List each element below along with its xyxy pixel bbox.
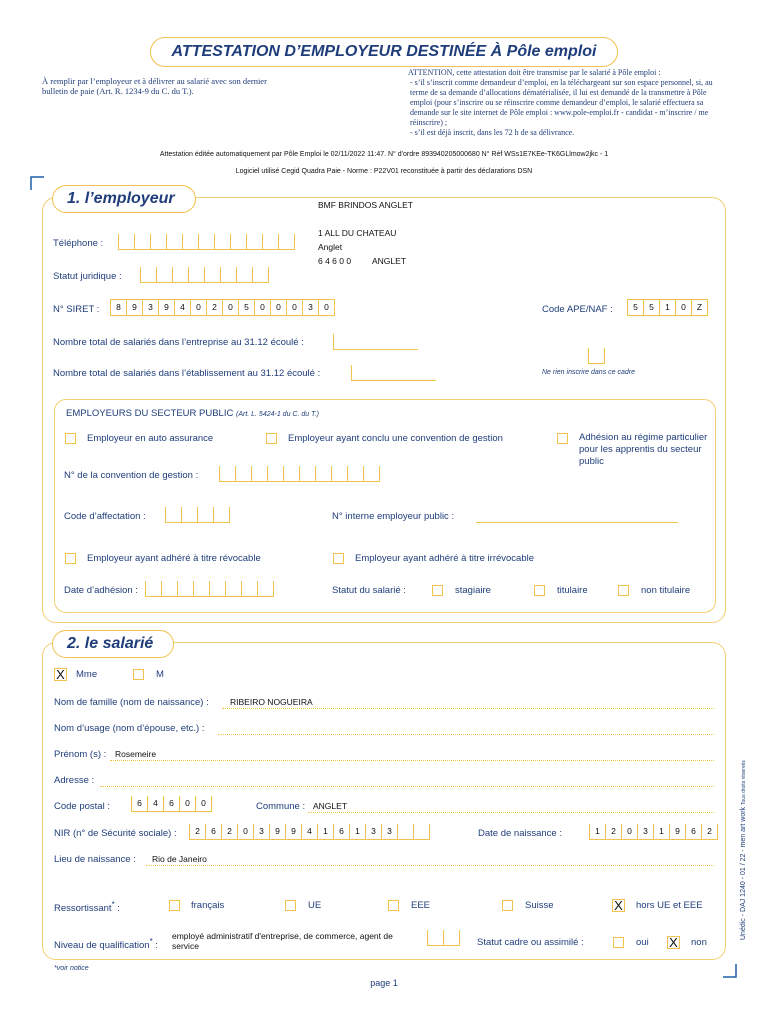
usage-name-label: Nom d’usage (nom d’épouse, etc.) : — [54, 723, 205, 734]
attention-title: ATTENTION, cette attestation doit être transmise par le salarié à Pôle emploi : — [408, 68, 661, 77]
employer-address-line2: Anglet — [318, 242, 343, 252]
french-checkbox[interactable] — [169, 900, 180, 911]
phone-label: Téléphone : — [53, 238, 104, 249]
cadre-label: Statut cadre ou assimilé : — [477, 937, 584, 948]
mme-checkbox[interactable]: X — [54, 668, 67, 681]
birthdate-input[interactable]: 1 2 0 3 1 9 6 2 — [589, 824, 718, 839]
employer-city: ANGLET — [372, 256, 407, 266]
address-field[interactable] — [100, 785, 714, 787]
birth-name-label: Nom de famille (nom de naissance) : — [54, 697, 209, 708]
apprentice-scheme-checkbox[interactable] — [557, 433, 568, 444]
postal-code-label: Code postal : — [54, 801, 110, 812]
total-establishment-label: Nombre total de salariés dans l’établissement au 31.12 écoulé : — [53, 368, 321, 379]
notice-footnote: *voir notice — [54, 965, 89, 972]
self-insurance-label: Employeur en auto assurance — [87, 433, 214, 444]
employee-heading: 2. le salarié — [52, 630, 174, 658]
commune-field[interactable] — [308, 811, 714, 813]
cadre-no-label: non — [691, 937, 707, 948]
birthdate-label: Date de naissance : — [478, 828, 562, 839]
ape-label: Code APE/NAF : — [542, 304, 613, 315]
join-date-label: Date d’adhésion : — [64, 585, 138, 596]
cadre-no-checkbox[interactable]: X — [667, 936, 680, 949]
page-number: page 1 — [370, 978, 398, 988]
ue-label: UE — [308, 900, 322, 911]
attention-item-2: - s’il est déjà inscrit, dans les 72 h de sa délivrance. — [410, 128, 575, 137]
management-convention-label: Employeur ayant conclu une convention de gestion — [288, 433, 503, 444]
irrevocable-checkbox[interactable] — [333, 553, 344, 564]
non-eu-label: hors UE et EEE — [636, 900, 703, 911]
cadre-yes-label: oui — [636, 937, 649, 948]
nationality-label-text: Ressortissant — [54, 903, 112, 915]
birthplace-label: Lieu de naissance : — [54, 854, 136, 865]
firstname-value: Rosemeire — [115, 749, 157, 759]
employer-address-line1: 1 ALL DU CHATEAU — [318, 228, 397, 238]
qualification-label: Niveau de qualification* : — [54, 937, 158, 952]
convention-number-label: N° de la convention de gestion : — [64, 470, 199, 481]
internal-number-input[interactable] — [476, 521, 678, 523]
ape-input[interactable]: 5 5 1 0 Z — [627, 299, 708, 314]
swiss-checkbox[interactable] — [502, 900, 513, 911]
ue-checkbox[interactable] — [285, 900, 296, 911]
intern-checkbox[interactable] — [432, 585, 443, 596]
commune-label: Commune : — [256, 801, 306, 812]
assignment-code-label: Code d’affectation : — [64, 511, 146, 522]
self-insurance-checkbox[interactable] — [65, 433, 76, 444]
internal-number-label: N° interne employeur public : — [332, 511, 455, 522]
nir-input[interactable]: 2 6 2 0 3 9 9 4 1 6 1 3 3 — [189, 824, 430, 839]
employer-postal-code: 6 4 6 0 0 — [318, 256, 352, 266]
firstname-label: Prénom (s) : — [54, 749, 107, 760]
public-sector-title-text: EMPLOYEURS DU SECTEUR PUBLIC — [66, 408, 234, 419]
employee-status-label: Statut du salarié : — [332, 585, 406, 596]
crop-mark-bottom-right — [723, 964, 737, 978]
siret-label: N° SIRET : — [53, 304, 100, 315]
tenured-checkbox[interactable] — [534, 585, 545, 596]
cadre-yes-checkbox[interactable] — [613, 937, 624, 948]
employer-heading: 1. l’employeur — [52, 185, 196, 213]
convention-number-input[interactable] — [219, 466, 380, 481]
french-label: français — [191, 900, 225, 911]
management-convention-checkbox[interactable] — [266, 433, 277, 444]
birthplace-value: Rio de Janeiro — [152, 854, 207, 864]
side-reference — [740, 710, 747, 940]
attention-box — [408, 68, 713, 138]
side-reference-text: Unédic - DAJ 1240 - 01 / 22 - men art work — [740, 806, 747, 940]
nir-label: NIR (n° de Sécurité sociale) : — [54, 828, 177, 839]
qualification-code-input[interactable] — [427, 930, 460, 945]
qualification-value: employé administratif d'entreprise, de commerce, agent de service — [172, 931, 393, 951]
non-tenured-checkbox[interactable] — [618, 585, 629, 596]
qualification-label-text: Niveau de qualification — [54, 940, 150, 952]
reserved-box — [588, 348, 605, 364]
non-eu-checkbox[interactable]: X — [612, 899, 625, 912]
apprentice-scheme-label: Adhésion au régime particulier pour les apprentis du secteur public — [579, 432, 708, 467]
commune-value: ANGLET — [313, 801, 348, 811]
usage-name-field[interactable] — [218, 733, 714, 735]
intro-text: À remplir par l’employeur et à délivrer au salarié avec son dernier bulletin de paie (Art. R. 1234-9 du C. du T.). — [42, 76, 267, 96]
total-company-label: Nombre total de salariés dans l’entreprise au 31.12 écoulé : — [53, 337, 304, 348]
eee-label: EEE — [411, 900, 431, 911]
non-tenured-label: non titulaire — [641, 585, 691, 596]
revocable-label: Employeur ayant adhéré à titre révocable — [87, 553, 261, 564]
mme-label: Mme — [76, 669, 98, 680]
postal-code-input[interactable]: 6 4 6 0 0 — [131, 796, 212, 811]
legal-status-input[interactable] — [140, 267, 269, 282]
address-label: Adresse : — [54, 775, 95, 786]
assignment-code-input[interactable] — [165, 507, 230, 522]
siret-input[interactable]: 8 9 3 9 4 0 2 0 5 0 0 0 3 0 — [110, 299, 335, 314]
document-title: ATTESTATION D’EMPLOYEUR DESTINÉE À Pôle emploi — [150, 37, 618, 67]
crop-mark-top-left — [30, 176, 44, 190]
eee-checkbox[interactable] — [388, 900, 399, 911]
join-date-input[interactable] — [145, 581, 274, 596]
irrevocable-label: Employeur ayant adhéré à titre irrévocable — [355, 553, 535, 564]
total-establishment-input[interactable] — [351, 365, 436, 381]
public-sector-title-ref: (Art. L. 5424-1 du C. du T.) — [235, 411, 319, 418]
birth-name-value: RIBEIRO NOGUEIRA — [230, 697, 313, 707]
phone-input[interactable] — [118, 234, 295, 249]
firstname-field[interactable] — [110, 759, 714, 761]
employer-name: BMF BRINDOS ANGLET — [318, 200, 413, 210]
attention-item-1: - s’il s’inscrit comme demandeur d’emploi, en la téléchargeant sur son espace personnel, si, au terme de sa demande d’allocations dématérialisée, il lui est demandé de la transmettre à Pôle emploi (pour s’inscrire ou se réinscrire comme demandeur d’emploi, le salarié effectuera sa demande sur le site internet de Pôle emploi : www.pole-emploi.fr - candidat - m’inscrire / me réinscrire) ; — [410, 78, 713, 127]
issue-info: Attestation éditée automatiquement par Pôle Emploi le 02/11/2022 11:47. N° d'ordre 893940205000680 N° Réf WSs1E7KEe-TK6GLlmow2jkc - 1 — [159, 151, 609, 158]
swiss-label: Suisse — [525, 900, 554, 911]
total-company-input[interactable] — [333, 334, 418, 350]
no-fill-note: Ne rien inscrire dans ce cadre — [542, 369, 635, 376]
birthplace-field[interactable] — [146, 864, 714, 866]
public-sector-title — [66, 408, 319, 419]
software-info: Logiciel utilisé Cegid Quadra Paie - Norme : P22V01 reconstituée à partir des déclarations DSN — [235, 168, 533, 175]
tenured-label: titulaire — [557, 585, 588, 596]
intern-label: stagiaire — [455, 585, 491, 596]
nationality-label: Ressortissant* : — [54, 900, 120, 915]
birth-name-field[interactable] — [222, 707, 714, 709]
side-rights-text: Tous droits réservés — [741, 760, 747, 805]
revocable-checkbox[interactable] — [65, 553, 76, 564]
legal-status-label: Statut juridique : — [53, 271, 122, 282]
m-checkbox[interactable] — [133, 669, 144, 680]
m-label: M — [156, 669, 164, 680]
